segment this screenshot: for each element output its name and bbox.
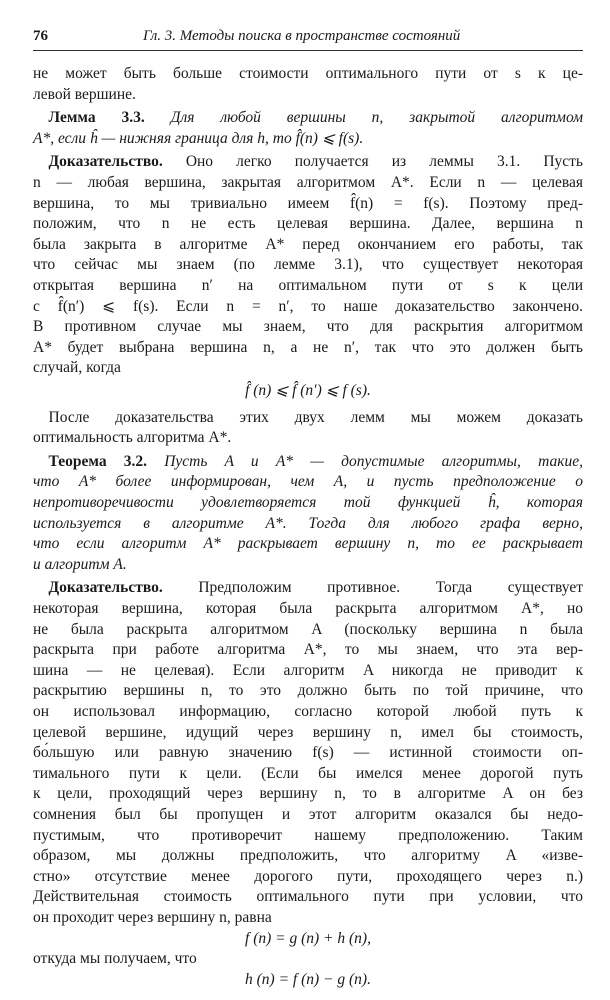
text-line: сомнения был бы пропущен и этот алгоритм оказался бы недо-: [33, 806, 583, 823]
header-rule: [33, 50, 583, 51]
theorem-line: и алгоритм A.: [33, 555, 127, 573]
text-line: тимального пути к цели. (Если бы имелся менее дорогой путь: [33, 764, 583, 782]
text-line: что сейчас мы знаем (по лемме 3.1), что существует некоторая: [33, 256, 583, 274]
text-line: A* будет выбрана вершина n, а не n′, так что это должен быть: [33, 338, 583, 356]
text-line: В противном случае мы знаем, что для раскрытия алгоритмом: [33, 318, 583, 336]
text-line: шина — не целевая). Если алгоритм A никогда не приводит к: [33, 661, 583, 679]
text-line: была закрыта в алгоритме A* перед окончанием его работы, так: [33, 235, 583, 253]
text-line: целевой вершине, идущий через вершину n, имел бы стоимость,: [33, 723, 583, 741]
theorem-title: Теорема 3.2.: [48, 452, 148, 470]
proof-title: Доказательство.: [48, 153, 163, 171]
text-line: Действительная стоимость оптимального пути при условии, что: [33, 888, 583, 906]
text-line: стно» отсутствие менее дорогого пути, проходящего через n.): [33, 867, 583, 885]
formula: f (n) = g (n) + h (n),: [245, 929, 371, 947]
theorem-line: используется в алгоритме A*. Тогда для любого графа верно,: [33, 514, 583, 532]
text-line: он использовал информацию, согласно которой любой путь к: [33, 703, 583, 720]
text-line: левой вершине.: [33, 85, 136, 103]
text-line: образом, мы должны предположить, что алгоритму A «изве-: [33, 847, 583, 865]
lemma-line: A*, если ĥ — нижняя граница для h, то f̂(n) ⩽ f(s).: [33, 129, 364, 147]
text-line: бо́льшую или равную значению f(s) — истинной стоимости оп-: [33, 744, 583, 762]
text-line: не может быть больше стоимости оптимального пути от s к це-: [33, 65, 583, 82]
theorem-line: непротиворечивости удовлетворяется той функцией ĥ, которая: [33, 494, 583, 511]
text-line: раскрыта при работе алгоритма A*, то мы знаем, что эта вер-: [33, 641, 583, 659]
theorem-text: Пусть A и A* — допустимые алгоритмы, такие,: [147, 452, 583, 470]
text-line: пустимым, что противоречит нашему предположению. Таким: [33, 826, 583, 844]
proof-title: Доказательство.: [48, 579, 163, 597]
formula: h (n) = f (n) − g (n).: [245, 970, 371, 988]
text-line: n — любая вершина, закрытая алгоритмом A*. Если n — целевая: [33, 174, 583, 191]
page-number: 76: [33, 28, 48, 44]
text-line: положим, что n не есть целевая вершина. Далее, вершина n: [33, 215, 583, 233]
text-line: вершина, то мы тривиально имеем f̂(n) = f(s). Поэтому пред-: [33, 194, 583, 212]
running-title: Гл. 3. Методы поиска в пространстве состояний: [143, 28, 461, 44]
text-line: случай, когда: [33, 359, 121, 377]
text-line: После доказательства этих двух лемм мы можем доказать: [48, 408, 583, 426]
text-line: некоторая вершина, которая была раскрыта алгоритмом A*, но: [33, 600, 583, 617]
theorem-line: что если алгоритм A* раскрывает вершину n, то ее раскрывает: [33, 535, 583, 553]
formula: f̂ (n) ⩽ f̂ (n′) ⩽ f (s).: [245, 382, 371, 399]
text-line: к цели, проходящий через вершину n, то в алгоритме A он без: [33, 785, 583, 803]
proof-text: Оно легко получается из леммы 3.1. Пусть: [162, 153, 583, 171]
proof-text: Предположим противное. Тогда существует: [162, 579, 583, 597]
text-line: оптимальность алгоритма A*.: [33, 429, 232, 447]
theorem-line: что A* более информирован, чем A, и пусть предположение о: [33, 473, 583, 491]
lemma-title: Лемма 3.3.: [48, 109, 145, 127]
text-line: с f̂(n′) ⩽ f(s). Если n = n′, то наше доказательство закончено.: [33, 297, 583, 315]
page-header: [33, 26, 583, 46]
text-line: открытая вершина n′ на оптимальном пути от s к цели: [33, 277, 583, 294]
text-line: он проходит через вершину n, равна: [33, 909, 272, 926]
text-line: раскрытию вершины n, то это должно быть по той причине, что: [33, 682, 583, 700]
text-line: откуда мы получаем, что: [33, 950, 197, 968]
text-line: не была раскрыта алгоритмом A (поскольку вершина n была: [33, 620, 583, 638]
lemma-text: Для любой вершины n, закрытой алгоритмом: [144, 109, 584, 127]
